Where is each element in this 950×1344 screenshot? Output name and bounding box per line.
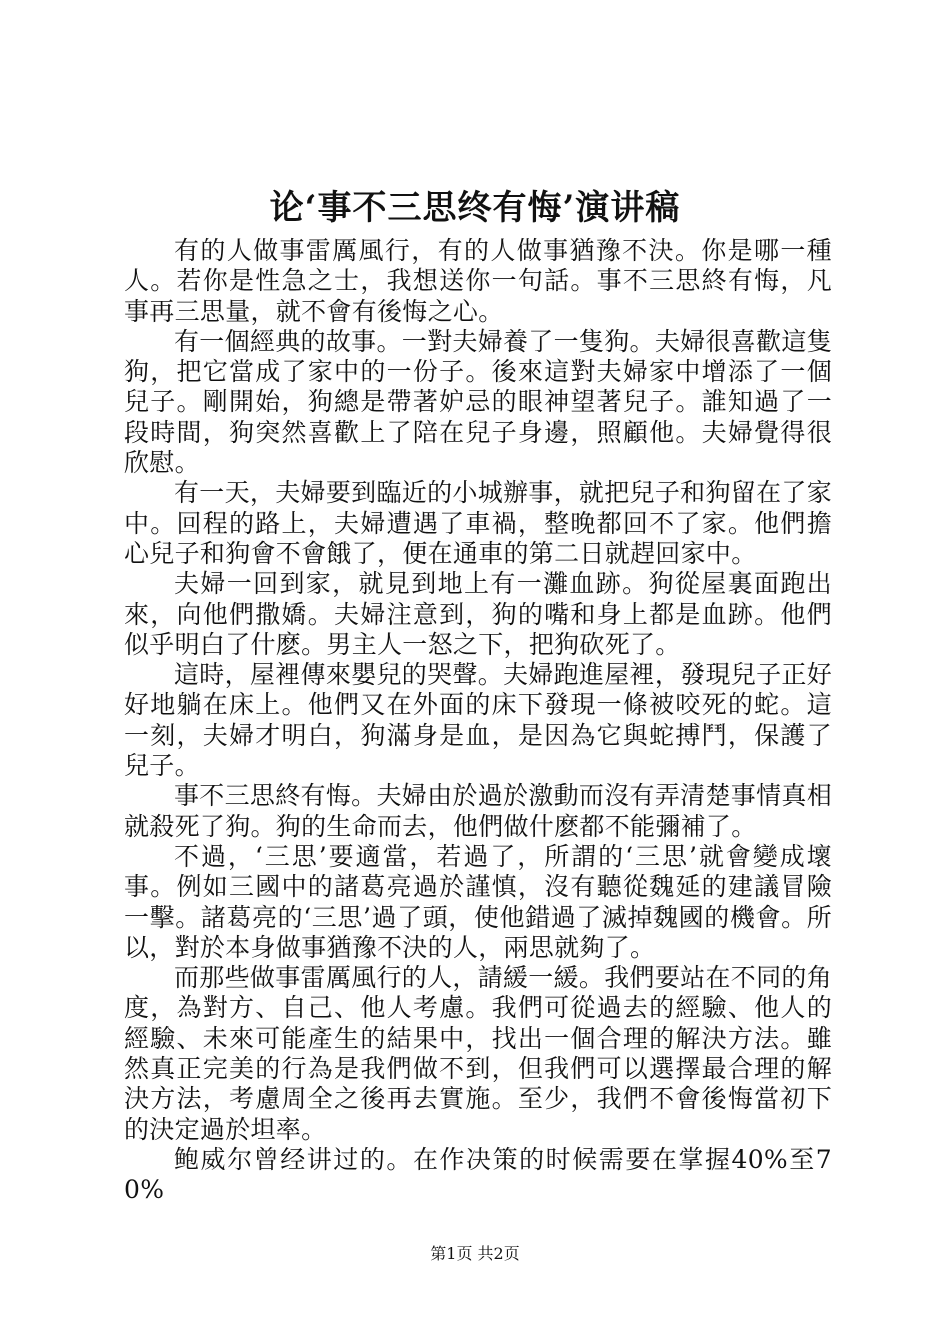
paragraph: 有的人做事雷厲風行，有的人做事猶豫不決。你是哪一種人。若你是性急之士，我想送你一句話。事不三思終有悔，凡事再三思量，就不會有後悔之心。 [124,236,832,326]
paragraph: 有一個經典的故事。一對夫婦養了一隻狗。夫婦很喜歡這隻狗，把它當成了家中的一份子。後來這對夫婦家中增添了一個兒子。剛開始，狗總是帶著妒忌的眼神望著兒子。誰知過了一段時間，狗突然喜歡上了陪在兒子身邊，照顧他。夫婦覺得很欣慰。 [124,326,832,478]
paragraph: 鲍威尔曾经讲过的。在作决策的时候需要在掌握40%至70% [124,1144,832,1205]
paragraph: 有一天，夫婦要到臨近的小城辦事，就把兒子和狗留在了家中。回程的路上，夫婦遭遇了車禍，整晚都回不了家。他們擔心兒子和狗會不會餓了，便在通車的第二日就趕回家中。 [124,478,832,568]
document-title: 论‘事不三思终有悔’演讲稿 [269,188,681,228]
paragraph: 事不三思終有悔。夫婦由於過於激動而沒有弄清楚事情真相就殺死了狗。狗的生命而去，他們做什麽都不能彌補了。 [124,781,832,841]
paragraph: 而那些做事雷厲風行的人，請緩一緩。我們要站在不同的角度，為對方、自己、他人考慮。我們可從過去的經驗、他人的經驗、未來可能產生的結果中，找出一個合理的解決方法。雖然真正完美的行為是我們做不到，但我們可以選擇最合理的解決方法，考慮周全之後再去實施。至少，我們不會後悔當初下的決定過於坦率。 [124,963,832,1144]
paragraph: 不過，‘三思’要適當，若過了，所謂的‘三思’就會變成壞事。例如三國中的諸葛亮過於謹慎，沒有聽從魏延的建議冒險一擊。諸葛亮的‘三思’過了頭，使他錯過了滅掉魏國的機會。所以，對於本身做事猶豫不決的人，兩思就夠了。 [124,841,832,962]
page-footer: 第1页 共2页 [430,1244,520,1263]
paragraph: 夫婦一回到家，就見到地上有一灘血跡。狗從屋裏面跑出來，向他們撒嬌。夫婦注意到，狗的嘴和身上都是血跡。他們似乎明白了什麽。男主人一怒之下，把狗砍死了。 [124,569,832,659]
paragraph: 這時，屋裡傳來嬰兒的哭聲。夫婦跑進屋裡，發現兒子正好好地躺在床上。他們又在外面的床下發現一條被咬死的蛇。這一刻，夫婦才明白，狗滿身是血，是因為它與蛇搏鬥，保護了兒子。 [124,660,832,781]
document-body [124,236,832,1206]
